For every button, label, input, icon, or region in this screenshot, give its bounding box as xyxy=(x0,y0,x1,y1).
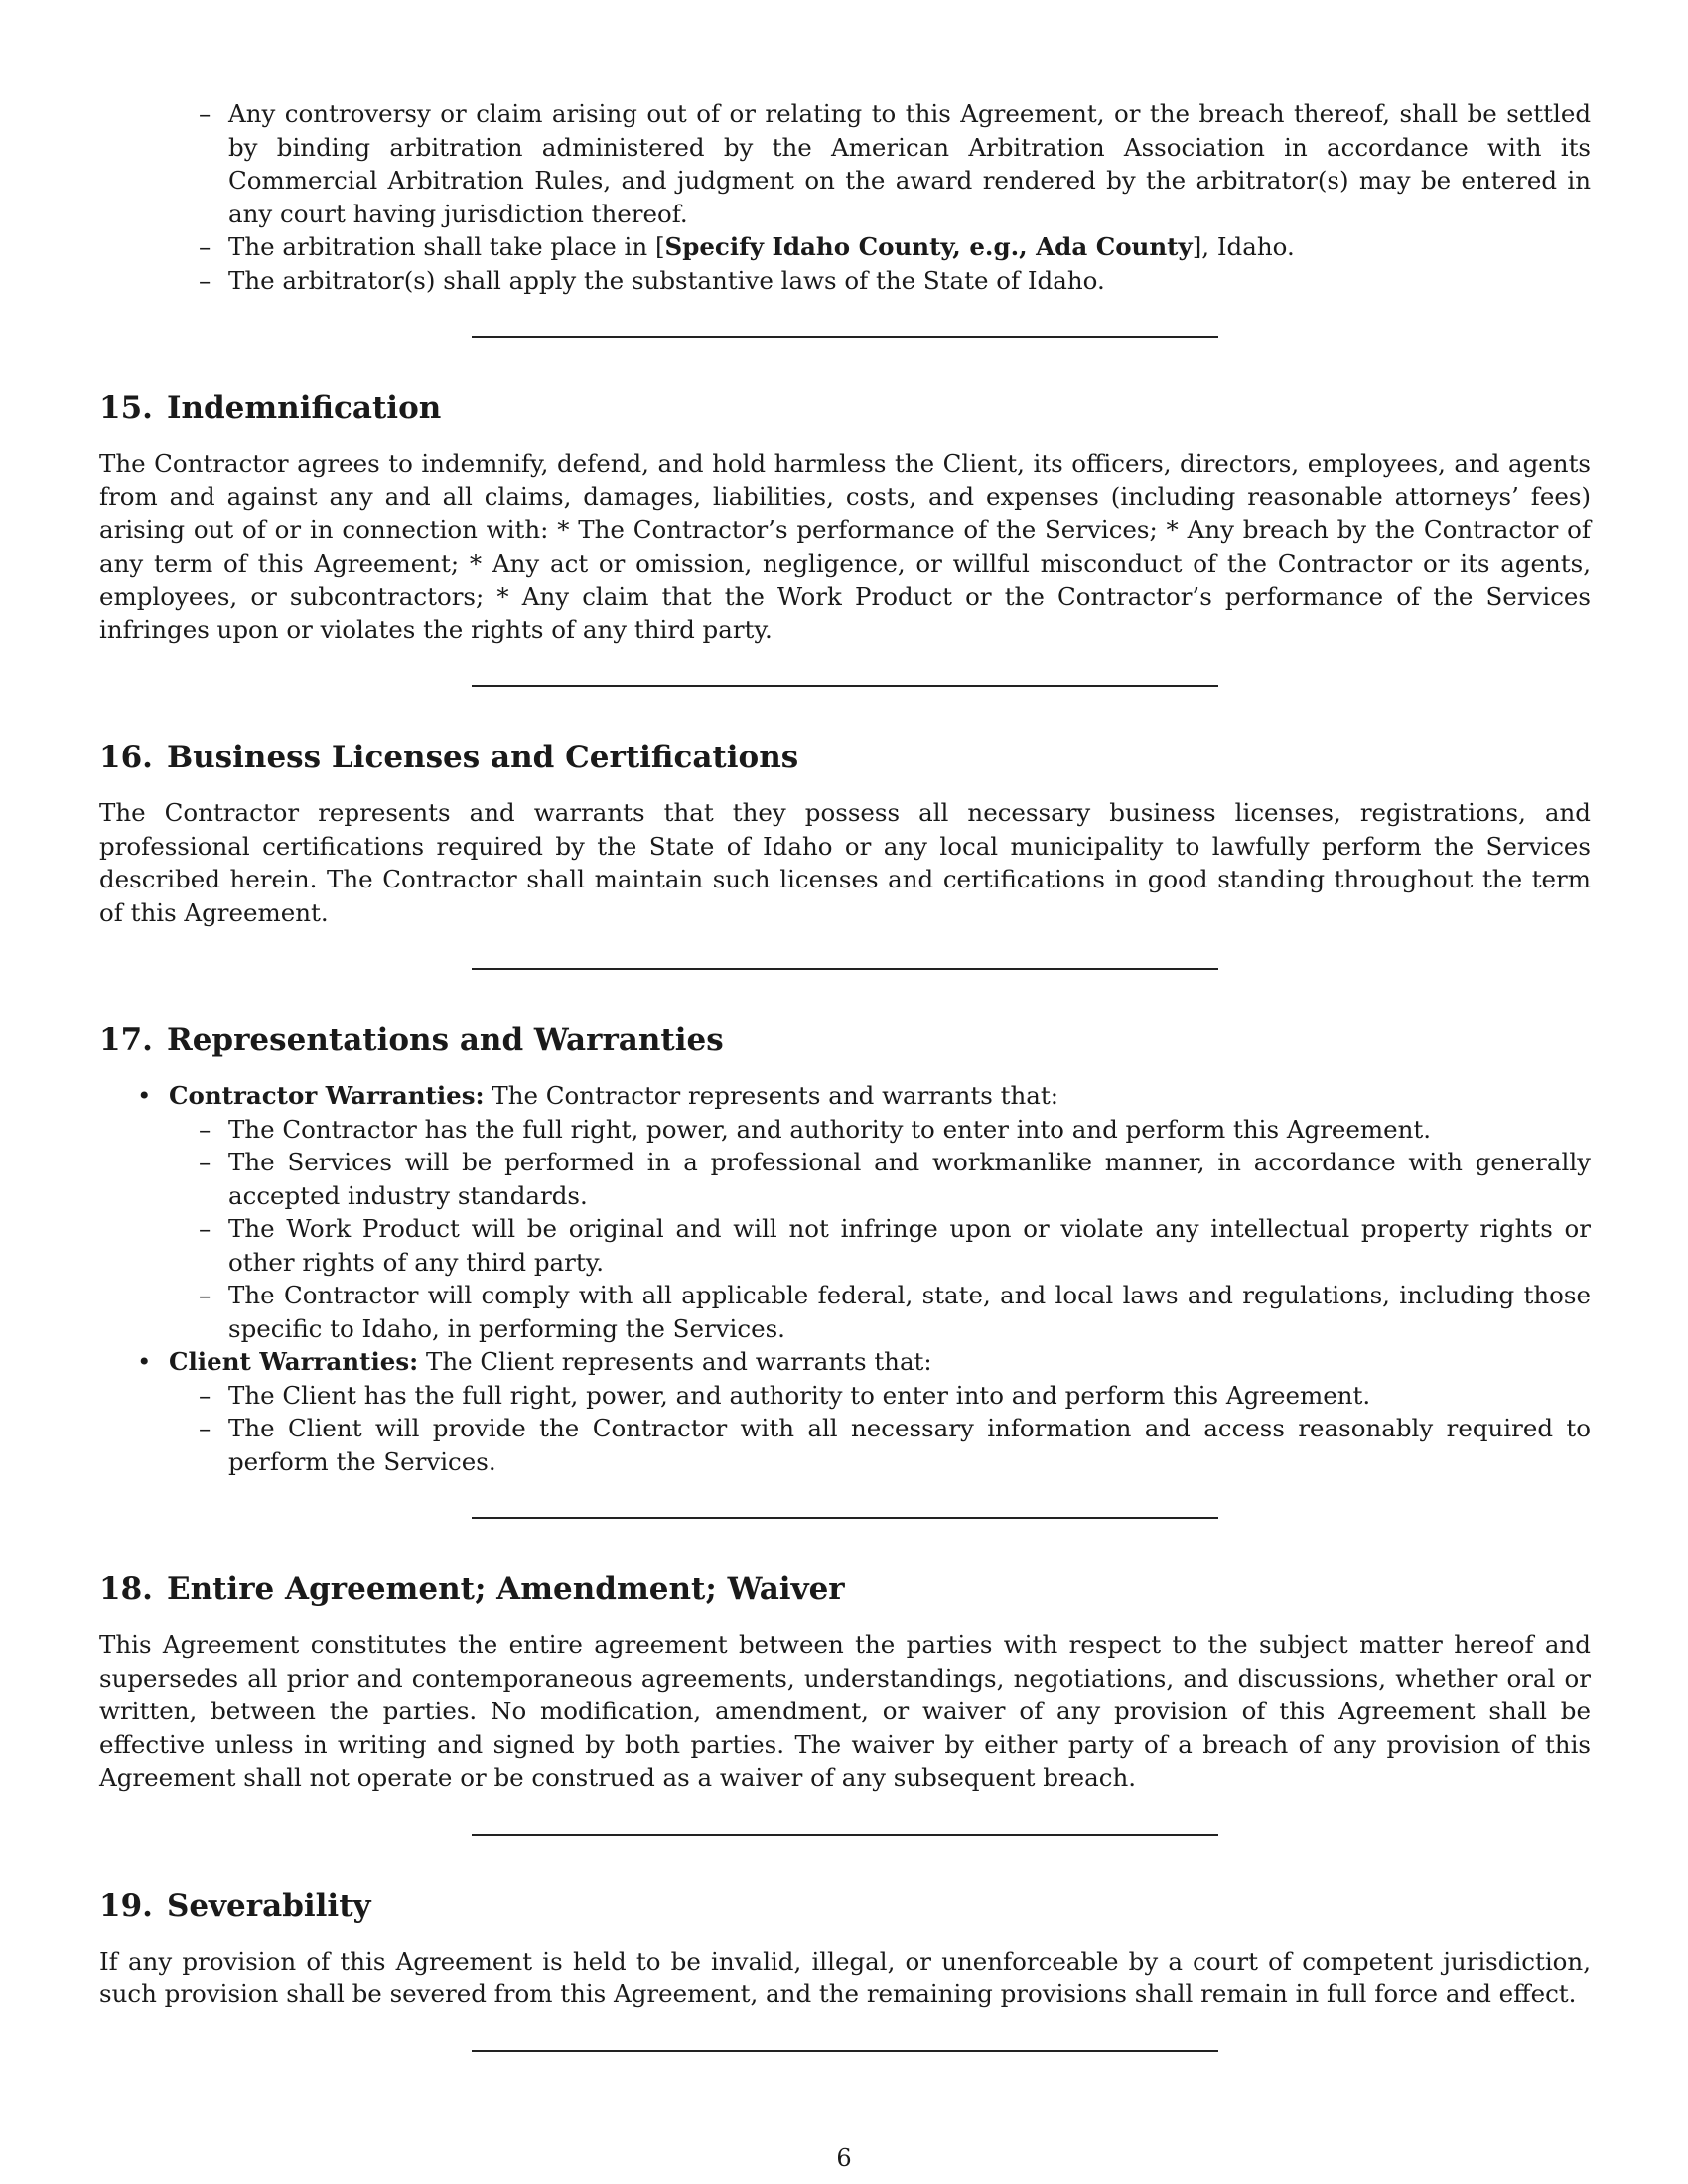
arbitration-place-county: Specify Idaho County, e.g., Ada County xyxy=(664,232,1193,261)
page-number: 6 xyxy=(836,2144,852,2172)
section-title: Entire Agreement; Amendment; Waiver xyxy=(166,1571,845,1607)
section-heading-indemnification xyxy=(99,389,1591,427)
warranty-intro: The Contractor represents and warrants that: xyxy=(484,1081,1058,1110)
section-title: Indemnification xyxy=(166,390,442,426)
warranties-list xyxy=(99,1079,1591,1478)
section-body: The Contractor represents and warrants that they possess all necessary business licenses, registrations, and professional certifications required by the State of Idaho or any local municipality to lawfully perform the Services described herein. The Contractor shall maintain such licenses and certifications in good standing throughout the term of this Agreement. xyxy=(99,798,1591,927)
section-14-continuation-list xyxy=(99,97,1591,297)
client-warranty-items xyxy=(169,1379,1591,1479)
section-title: Severability xyxy=(166,1887,371,1924)
document-page xyxy=(99,97,1591,2052)
section-body: If any provision of this Agreement is held to be invalid, illegal, or unenforceable by a court of competent jurisdiction, such provision shall be severed from this Agreement, and the remaining provisions shall remain in full force and effect. xyxy=(99,1946,1591,2008)
arbitration-place-suffix: ], Idaho. xyxy=(1192,232,1295,261)
list-item: – The Services will be performed in a professional and workmanlike manner, in accordance with generally accepted industry standards. xyxy=(169,1146,1591,1212)
list-item: – Any controversy or claim arising out of or relating to this Agreement, or the breach thereof, shall be settled by binding arbitration administered by the American Arbitration Association in accordance with its Commercial Arbitration Rules, and judgment on the award rendered by the arbitrator(s) may be entered in any court having jurisdiction thereof. xyxy=(99,97,1591,230)
list-item: – The arbitrator(s) shall apply the substantive laws of the State of Idaho. xyxy=(99,264,1591,298)
list-item: – The Contractor will comply with all applicable federal, state, and local laws and regulations, including those specific to Idaho, in performing the Services. xyxy=(169,1279,1591,1345)
section-divider xyxy=(472,336,1218,338)
section-heading-representations xyxy=(99,1022,1591,1059)
warranty-intro: The Client represents and warrants that: xyxy=(418,1347,932,1376)
warranty-label: Contractor Warranties: xyxy=(169,1081,485,1110)
section-divider xyxy=(472,1517,1218,1519)
list-item-client-warranties xyxy=(99,1345,1591,1478)
arbitration-place-prefix: The arbitration shall take place in [ xyxy=(228,232,665,261)
section-number: 15. xyxy=(99,390,153,426)
section-number: 16. xyxy=(99,740,153,775)
list-item: – The Contractor has the full right, power, and authority to enter into and perform this Agreement. xyxy=(169,1113,1591,1147)
section-divider xyxy=(472,685,1218,687)
section-heading-entire-agreement xyxy=(99,1570,1591,1608)
section-number: 17. xyxy=(99,1023,153,1058)
list-item: – The Work Product will be original and will not infringe upon or violate any intellectual property rights or other rights of any third party. xyxy=(169,1212,1591,1279)
list-item xyxy=(99,230,1591,264)
section-divider xyxy=(472,968,1218,970)
section-number: 19. xyxy=(99,1887,153,1924)
section-heading-severability xyxy=(99,1887,1591,1925)
section-number: 18. xyxy=(99,1571,153,1607)
list-item: – The Client will provide the Contractor with all necessary information and access reasonably required to perform the Services. xyxy=(169,1412,1591,1478)
section-title: Representations and Warranties xyxy=(166,1023,724,1058)
warranty-label: Client Warranties: xyxy=(169,1347,419,1376)
section-divider xyxy=(472,1834,1218,1836)
section-body: This Agreement constitutes the entire agreement between the parties with respect to the subject matter hereof and supersedes all prior and contemporaneous agreements, understandings, negotiations, and discussions, whether oral or written, between the parties. No modification, amendment, or waiver of any provision of this Agreement shall be effective unless in writing and signed by both parties. The waiver by either party of a breach of any provision of this Agreement shall not operate or be construed as a waiver of any subsequent breach. xyxy=(99,1630,1591,1792)
section-title: Business Licenses and Certifications xyxy=(166,740,799,775)
section-divider xyxy=(472,2050,1218,2052)
contractor-warranty-items xyxy=(169,1113,1591,1346)
section-heading-business-licenses xyxy=(99,739,1591,776)
list-item-contractor-warranties xyxy=(99,1079,1591,1345)
list-item: – The Client has the full right, power, and authority to enter into and perform this Agreement. xyxy=(169,1379,1591,1413)
section-body: The Contractor agrees to indemnify, defend, and hold harmless the Client, its officers, directors, employees, and agents from and against any and all claims, damages, liabilities, costs, and expenses (including reasonable attorneys’ fees) arising out of or in connection with: * The Contractor’s performance of the Services; * Any breach by the Contractor of any term of this Agreement; * Any act or omission, negligence, or willful misconduct of the Contractor or its agents, employees, or subcontractors; * Any claim that the Work Product or the Contractor’s performance of the Services infringes upon or violates the rights of any third party. xyxy=(99,449,1591,644)
